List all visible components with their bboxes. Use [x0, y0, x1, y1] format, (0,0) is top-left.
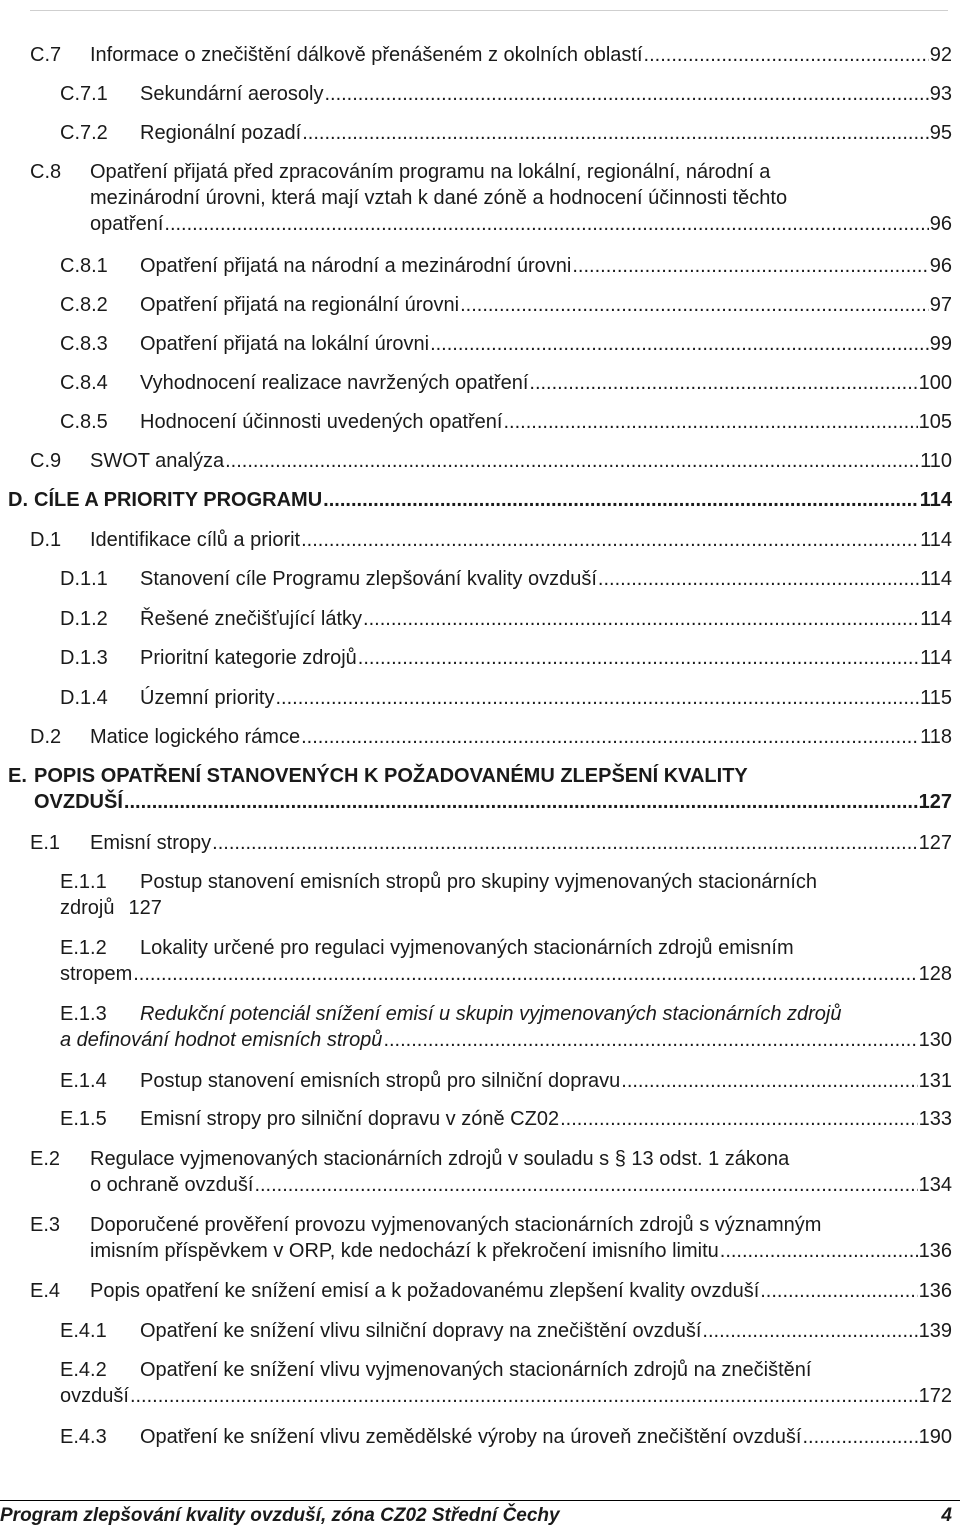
toc-entry-title: Řešené znečišťující látky: [140, 608, 363, 630]
toc-leader-dots: [254, 1172, 917, 1198]
toc-entry-title-line1: Doporučené prověření provozu vyjmenovaných stacionárních zdrojů s významným: [90, 1214, 822, 1236]
toc-entry-e13[interactable]: [60, 1001, 952, 1053]
toc-entry-title: Prioritní kategorie zdrojů: [140, 647, 357, 669]
toc-entry-page: 136: [918, 1240, 952, 1262]
toc-entry-e3[interactable]: [30, 1212, 952, 1264]
toc-entry-title-line1: Lokality určené pro regulaci vyjmenovaných stacionárních zdrojů emisním: [140, 937, 794, 959]
toc-entry-page: 95: [929, 122, 952, 144]
toc-entry-number: E.: [8, 765, 27, 787]
toc-entry-number: D.2: [30, 726, 62, 748]
toc-entry-number: C.7.1: [60, 83, 108, 105]
toc-entry-number: D.1.4: [60, 687, 108, 709]
toc-entry-title-line2: ovzduší: [60, 1385, 129, 1407]
toc-entry-c8[interactable]: [30, 159, 952, 237]
toc-entry-title: Popis opatření ke snížení emisí a k požadovanému zlepšení kvality ovzduší: [90, 1280, 760, 1302]
toc-entry-page: 134: [918, 1174, 952, 1196]
toc-leader-dots: [323, 487, 919, 513]
toc-entry-c83[interactable]: [60, 331, 952, 357]
toc-leader-dots: [124, 789, 918, 815]
toc-entry-number: C.8.2: [60, 294, 108, 316]
toc-entry-d[interactable]: [8, 487, 952, 513]
toc-entry-number: E.3: [30, 1214, 61, 1236]
toc-entry-e42[interactable]: [60, 1357, 952, 1409]
toc-leader-dots: [720, 1238, 918, 1264]
toc-entry-page: 114: [920, 568, 952, 590]
toc-entry-title-line2: stropem: [60, 963, 133, 985]
toc-entry-number: D.1.1: [60, 568, 108, 590]
toc-leader-dots: [324, 81, 928, 107]
toc-entry-number: E.4.1: [60, 1320, 107, 1342]
toc-entry-title: Stanovení cíle Programu zlepšování kvality ovzduší: [140, 568, 597, 590]
toc-leader-dots: [302, 120, 929, 146]
toc-entry-title-line1: Redukční potenciál snížení emisí u skupin vyjmenovaných stacionárních zdrojů: [140, 1003, 842, 1025]
toc-entry-title: Vyhodnocení realizace navržených opatření: [140, 372, 529, 394]
toc-leader-dots: [503, 409, 917, 435]
toc-entry-title-line2: OVZDUŠÍ: [34, 791, 123, 813]
toc-leader-dots: [430, 331, 929, 357]
footer-page-number: 4: [941, 1505, 952, 1526]
toc-entry-page: 105: [918, 411, 952, 433]
toc-entry-page: 139: [918, 1320, 952, 1342]
toc-leader-dots: [164, 211, 928, 237]
toc-entry-page: 127: [918, 832, 952, 854]
toc-entry-number: E.4.2: [60, 1359, 107, 1381]
toc-entry-title: Hodnocení účinnosti uvedených opatření: [140, 411, 503, 433]
toc-entry-e1[interactable]: [30, 830, 952, 856]
toc-entry-number: C.8.4: [60, 372, 108, 394]
toc-entry-title-line2: zdrojů: [60, 897, 115, 919]
toc-entry-c81[interactable]: [60, 253, 952, 279]
toc-entry-page: 115: [920, 687, 952, 709]
toc-entry-e15[interactable]: [60, 1106, 952, 1132]
toc-entry-d14[interactable]: [60, 685, 952, 711]
toc-entry-e2[interactable]: [30, 1146, 952, 1198]
toc-entry-page: 133: [918, 1108, 952, 1130]
toc-leader-dots: [621, 1068, 917, 1094]
toc-leader-dots: [572, 253, 928, 279]
toc-entry-page: 130: [918, 1029, 952, 1051]
toc-entry-title: Regionální pozadí: [140, 122, 302, 144]
toc-entry-number: D.1.2: [60, 608, 108, 630]
toc-leader-dots: [529, 370, 917, 396]
toc-entry-number: C.8: [30, 161, 62, 183]
toc-leader-dots: [598, 566, 919, 592]
toc-leader-dots: [560, 1106, 918, 1132]
toc-entry-number: C.7.2: [60, 122, 108, 144]
toc-entry-number: C.8.1: [60, 255, 108, 277]
toc-entry-d1[interactable]: [30, 527, 952, 553]
toc-entry-number: C.8.5: [60, 411, 108, 433]
toc-entry-number: E.1.1: [60, 871, 107, 893]
toc-leader-dots: [301, 527, 919, 553]
toc-entry-c82[interactable]: [60, 292, 952, 318]
toc-entry-c71[interactable]: [60, 81, 952, 107]
toc-entry-title: Opatření ke snížení vlivu silniční dopravy na znečištění ovzduší: [140, 1320, 702, 1342]
toc-entry-title-line2: a definování hodnot emisních stropů: [60, 1029, 383, 1051]
toc-entry-page: 97: [929, 294, 952, 316]
toc-leader-dots: [358, 645, 919, 671]
toc-entry-e4[interactable]: [30, 1278, 952, 1304]
toc-entry-title: Opatření přijatá na lokální úrovni: [140, 333, 430, 355]
toc-entry-title: Sekundární aerosoly: [140, 83, 324, 105]
toc-entry-page: 190: [918, 1426, 952, 1448]
toc-entry-page: 93: [929, 83, 952, 105]
toc-entry-title-line1: Opatření přijatá před zpracováním programu na lokální, regionální, národní a: [90, 161, 771, 183]
toc-entry-c72[interactable]: [60, 120, 952, 146]
toc-entry-number: E.4: [30, 1280, 61, 1302]
toc-leader-dots: [702, 1318, 917, 1344]
toc-entry-d11[interactable]: [60, 566, 952, 592]
toc-entry-page: 96: [929, 213, 952, 235]
toc-entry-number: D.: [8, 489, 28, 511]
toc-entry-page: 92: [929, 44, 952, 66]
toc-entry-page: 127: [918, 791, 952, 813]
toc-entry-d13[interactable]: [60, 645, 952, 671]
toc-leader-dots: [225, 448, 919, 474]
toc-entry-page: 114: [920, 529, 952, 551]
toc-leader-dots: [212, 830, 917, 856]
toc-entry-title: Informace o znečištění dálkově přenášeném z okolních oblastí: [90, 44, 643, 66]
toc-leader-dots: [460, 292, 929, 318]
toc-entry-number: C.7: [30, 44, 62, 66]
toc-entry-page: 100: [918, 372, 952, 394]
toc-entry-title: SWOT analýza: [90, 450, 225, 472]
toc-entry-title-line3: opatření: [90, 213, 164, 235]
toc-entry-number: E.1.3: [60, 1003, 107, 1025]
toc-entry-e41[interactable]: [60, 1318, 952, 1344]
toc-entry-e43[interactable]: [60, 1424, 952, 1450]
toc-entry-number: E.1.4: [60, 1070, 107, 1092]
toc-entry-number: D.1.3: [60, 647, 108, 669]
toc-entry-page: 131: [918, 1070, 952, 1092]
toc-entry-e[interactable]: [8, 763, 952, 815]
toc-entry-title: CÍLE A PRIORITY PROGRAMU: [34, 489, 323, 511]
toc-entry-page: 118: [920, 726, 952, 748]
toc-leader-dots: [301, 724, 919, 750]
toc-entry-number: E.4.3: [60, 1426, 107, 1448]
toc-entry-title: Opatření přijatá na regionální úrovni: [140, 294, 460, 316]
toc-entry-page: 99: [929, 333, 952, 355]
toc-leader-dots: [383, 1027, 917, 1053]
footer-document-title: Program zlepšování kvality ovzduší, zóna CZ02 Střední Čechy: [0, 1505, 560, 1526]
toc-entry-title: Matice logického rámce: [90, 726, 301, 748]
toc-entry-c7[interactable]: [30, 42, 952, 68]
toc-entry-page: 110: [920, 450, 952, 472]
toc-entry-e12[interactable]: [60, 935, 952, 987]
toc-entry-number: E.1.2: [60, 937, 107, 959]
toc-entry-page: 114: [920, 647, 952, 669]
toc-entry-title-line2: mezinárodní úrovni, která mají vztah k dané zóně a hodnocení účinnosti těchto: [90, 187, 788, 209]
toc-entry-title: Opatření ke snížení vlivu zemědělské výroby na úroveň znečištění ovzduší: [140, 1426, 802, 1448]
toc-entry-page: 136: [918, 1280, 952, 1302]
toc-entry-page: 172: [918, 1385, 952, 1407]
toc-leader-dots: [363, 606, 919, 632]
toc-entry-title: Identifikace cílů a priorit: [90, 529, 301, 551]
toc-entry-page: 128: [918, 963, 952, 985]
toc-entry-title-line1: Opatření ke snížení vlivu vyjmenovaných stacionárních zdrojů na znečištění: [140, 1359, 812, 1381]
toc-entry-number: E.1.5: [60, 1108, 107, 1130]
toc-entry-title: Emisní stropy: [90, 832, 212, 854]
toc-entry-page: 114: [920, 608, 952, 630]
toc-entry-d12[interactable]: [60, 606, 952, 632]
toc-leader-dots: [275, 685, 919, 711]
toc-entry-c84[interactable]: [60, 370, 952, 396]
toc-entry-e14[interactable]: [60, 1068, 952, 1094]
toc-entry-title-line1: POPIS OPATŘENÍ STANOVENÝCH K POŽADOVANÉMU ZLEPŠENÍ KVALITY: [34, 765, 748, 787]
toc-leader-dots: [644, 42, 929, 68]
toc-entry-title: Postup stanovení emisních stropů pro silniční dopravu: [140, 1070, 621, 1092]
toc-entry-page: 114: [919, 489, 952, 511]
toc-entry-page: 96: [929, 255, 952, 277]
toc-leader-dots: [133, 961, 917, 987]
toc-entry-title: Územní priority: [140, 687, 275, 709]
toc-entry-d2[interactable]: [30, 724, 952, 750]
toc-entry-title-line2: o ochraně ovzduší: [90, 1174, 254, 1196]
toc-leader-dots: [760, 1278, 917, 1304]
toc-entry-number: E.1: [30, 832, 61, 854]
toc-entry-title-line1: Postup stanovení emisních stropů pro skupiny vyjmenovaných stacionárních: [140, 871, 818, 893]
toc-entry-number: E.2: [30, 1148, 61, 1170]
toc-entry-c9[interactable]: [30, 448, 952, 474]
toc-entry-number: C.8.3: [60, 333, 108, 355]
toc-entry-e11[interactable]: [60, 869, 952, 921]
toc-entry-title: Emisní stropy pro silniční dopravu v zóně CZ02: [140, 1108, 560, 1130]
toc-entry-title-line2: imisním příspěvkem v ORP, kde nedochází k překročení imisního limitu: [90, 1240, 719, 1262]
toc-entry-page: 127: [128, 897, 162, 919]
toc-entry-number: D.1: [30, 529, 62, 551]
toc-entry-title-line1: Regulace vyjmenovaných stacionárních zdrojů v souladu s § 13 odst. 1 zákona: [90, 1148, 790, 1170]
toc-entry-number: C.9: [30, 450, 62, 472]
header-rule: [30, 10, 948, 11]
toc-entry-c85[interactable]: [60, 409, 952, 435]
toc-leader-dots: [130, 1383, 918, 1409]
toc-leader-dots: [802, 1424, 917, 1450]
toc-entry-title: Opatření přijatá na národní a mezinárodní úrovni: [140, 255, 572, 277]
footer-rule: [0, 1500, 960, 1501]
